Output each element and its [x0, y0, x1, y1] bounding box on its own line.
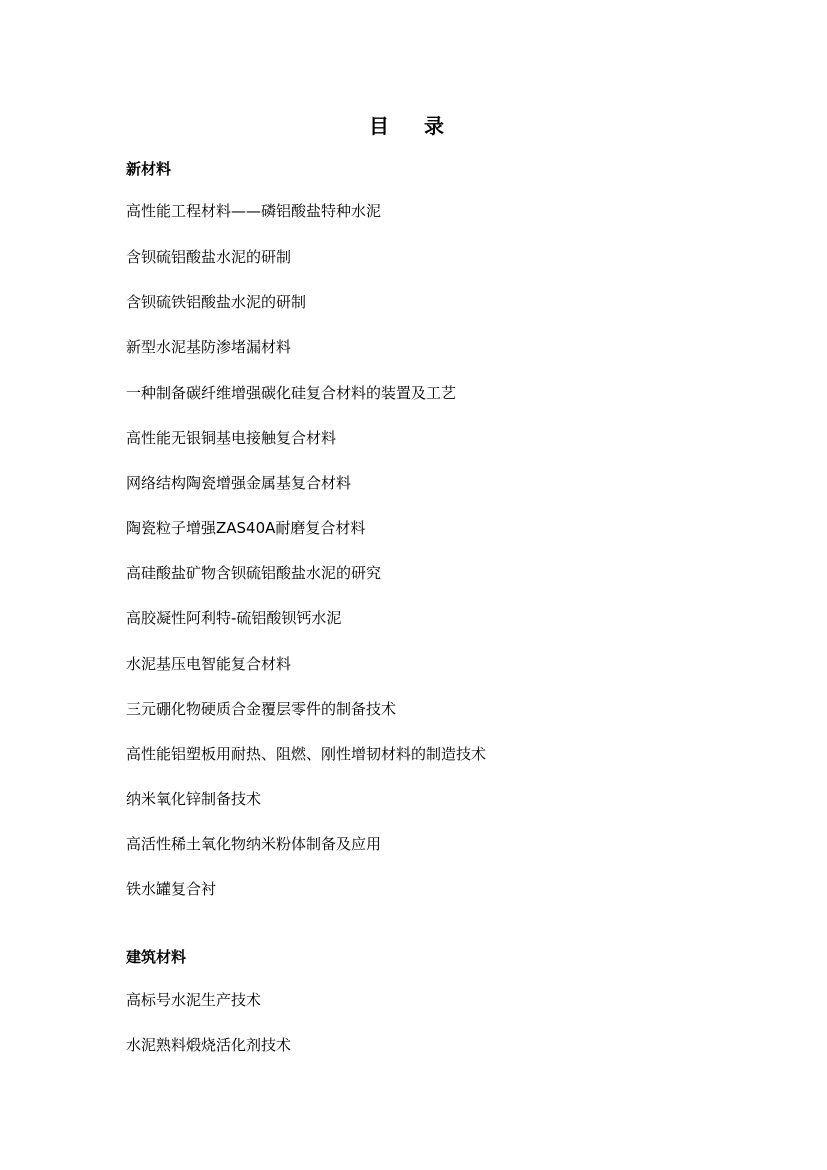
toc-entry: 含钡硫铝酸盐水泥的研制	[126, 248, 292, 266]
toc-entry: 水泥熟料煅烧活化剂技术	[126, 1036, 292, 1054]
toc-entry: 纳米氧化锌制备技术	[126, 790, 262, 808]
toc-entry: 三元硼化物硬质合金覆层零件的制备技术	[126, 700, 397, 718]
toc-entry: 高标号水泥生产技术	[126, 991, 262, 1009]
toc-entry: 高性能无银铜基电接触复合材料	[126, 429, 337, 447]
toc-entry: 铁水罐复合衬	[126, 880, 217, 898]
toc-entry: 高硅酸盐矿物含钡硫铝酸盐水泥的研究	[126, 564, 382, 582]
toc-entry: 高性能工程材料——磷铝酸盐特种水泥	[126, 202, 382, 220]
toc-entry: 水泥基压电智能复合材料	[126, 655, 292, 673]
section-heading: 建筑材料	[126, 948, 187, 966]
toc-entry: 新型水泥基防渗堵漏材料	[126, 338, 292, 356]
toc-entry: 高胶凝性阿利特-硫铝酸钡钙水泥	[126, 609, 342, 627]
toc-entry: 含钡硫铁铝酸盐水泥的研制	[126, 293, 307, 311]
toc-entry: 高活性稀土氧化物纳米粉体制备及应用	[126, 835, 382, 853]
page-title: 目 录	[369, 114, 458, 138]
toc-entry: 网络结构陶瓷增强金属基复合材料	[126, 474, 352, 492]
toc-entry: 陶瓷粒子增强ZAS40A耐磨复合材料	[126, 519, 366, 537]
section-heading: 新材料	[126, 160, 172, 178]
toc-entry: 一种制备碳纤维增强碳化硅复合材料的装置及工艺	[126, 384, 457, 402]
toc-entry: 高性能铝塑板用耐热、阻燃、刚性增韧材料的制造技术	[126, 745, 487, 763]
